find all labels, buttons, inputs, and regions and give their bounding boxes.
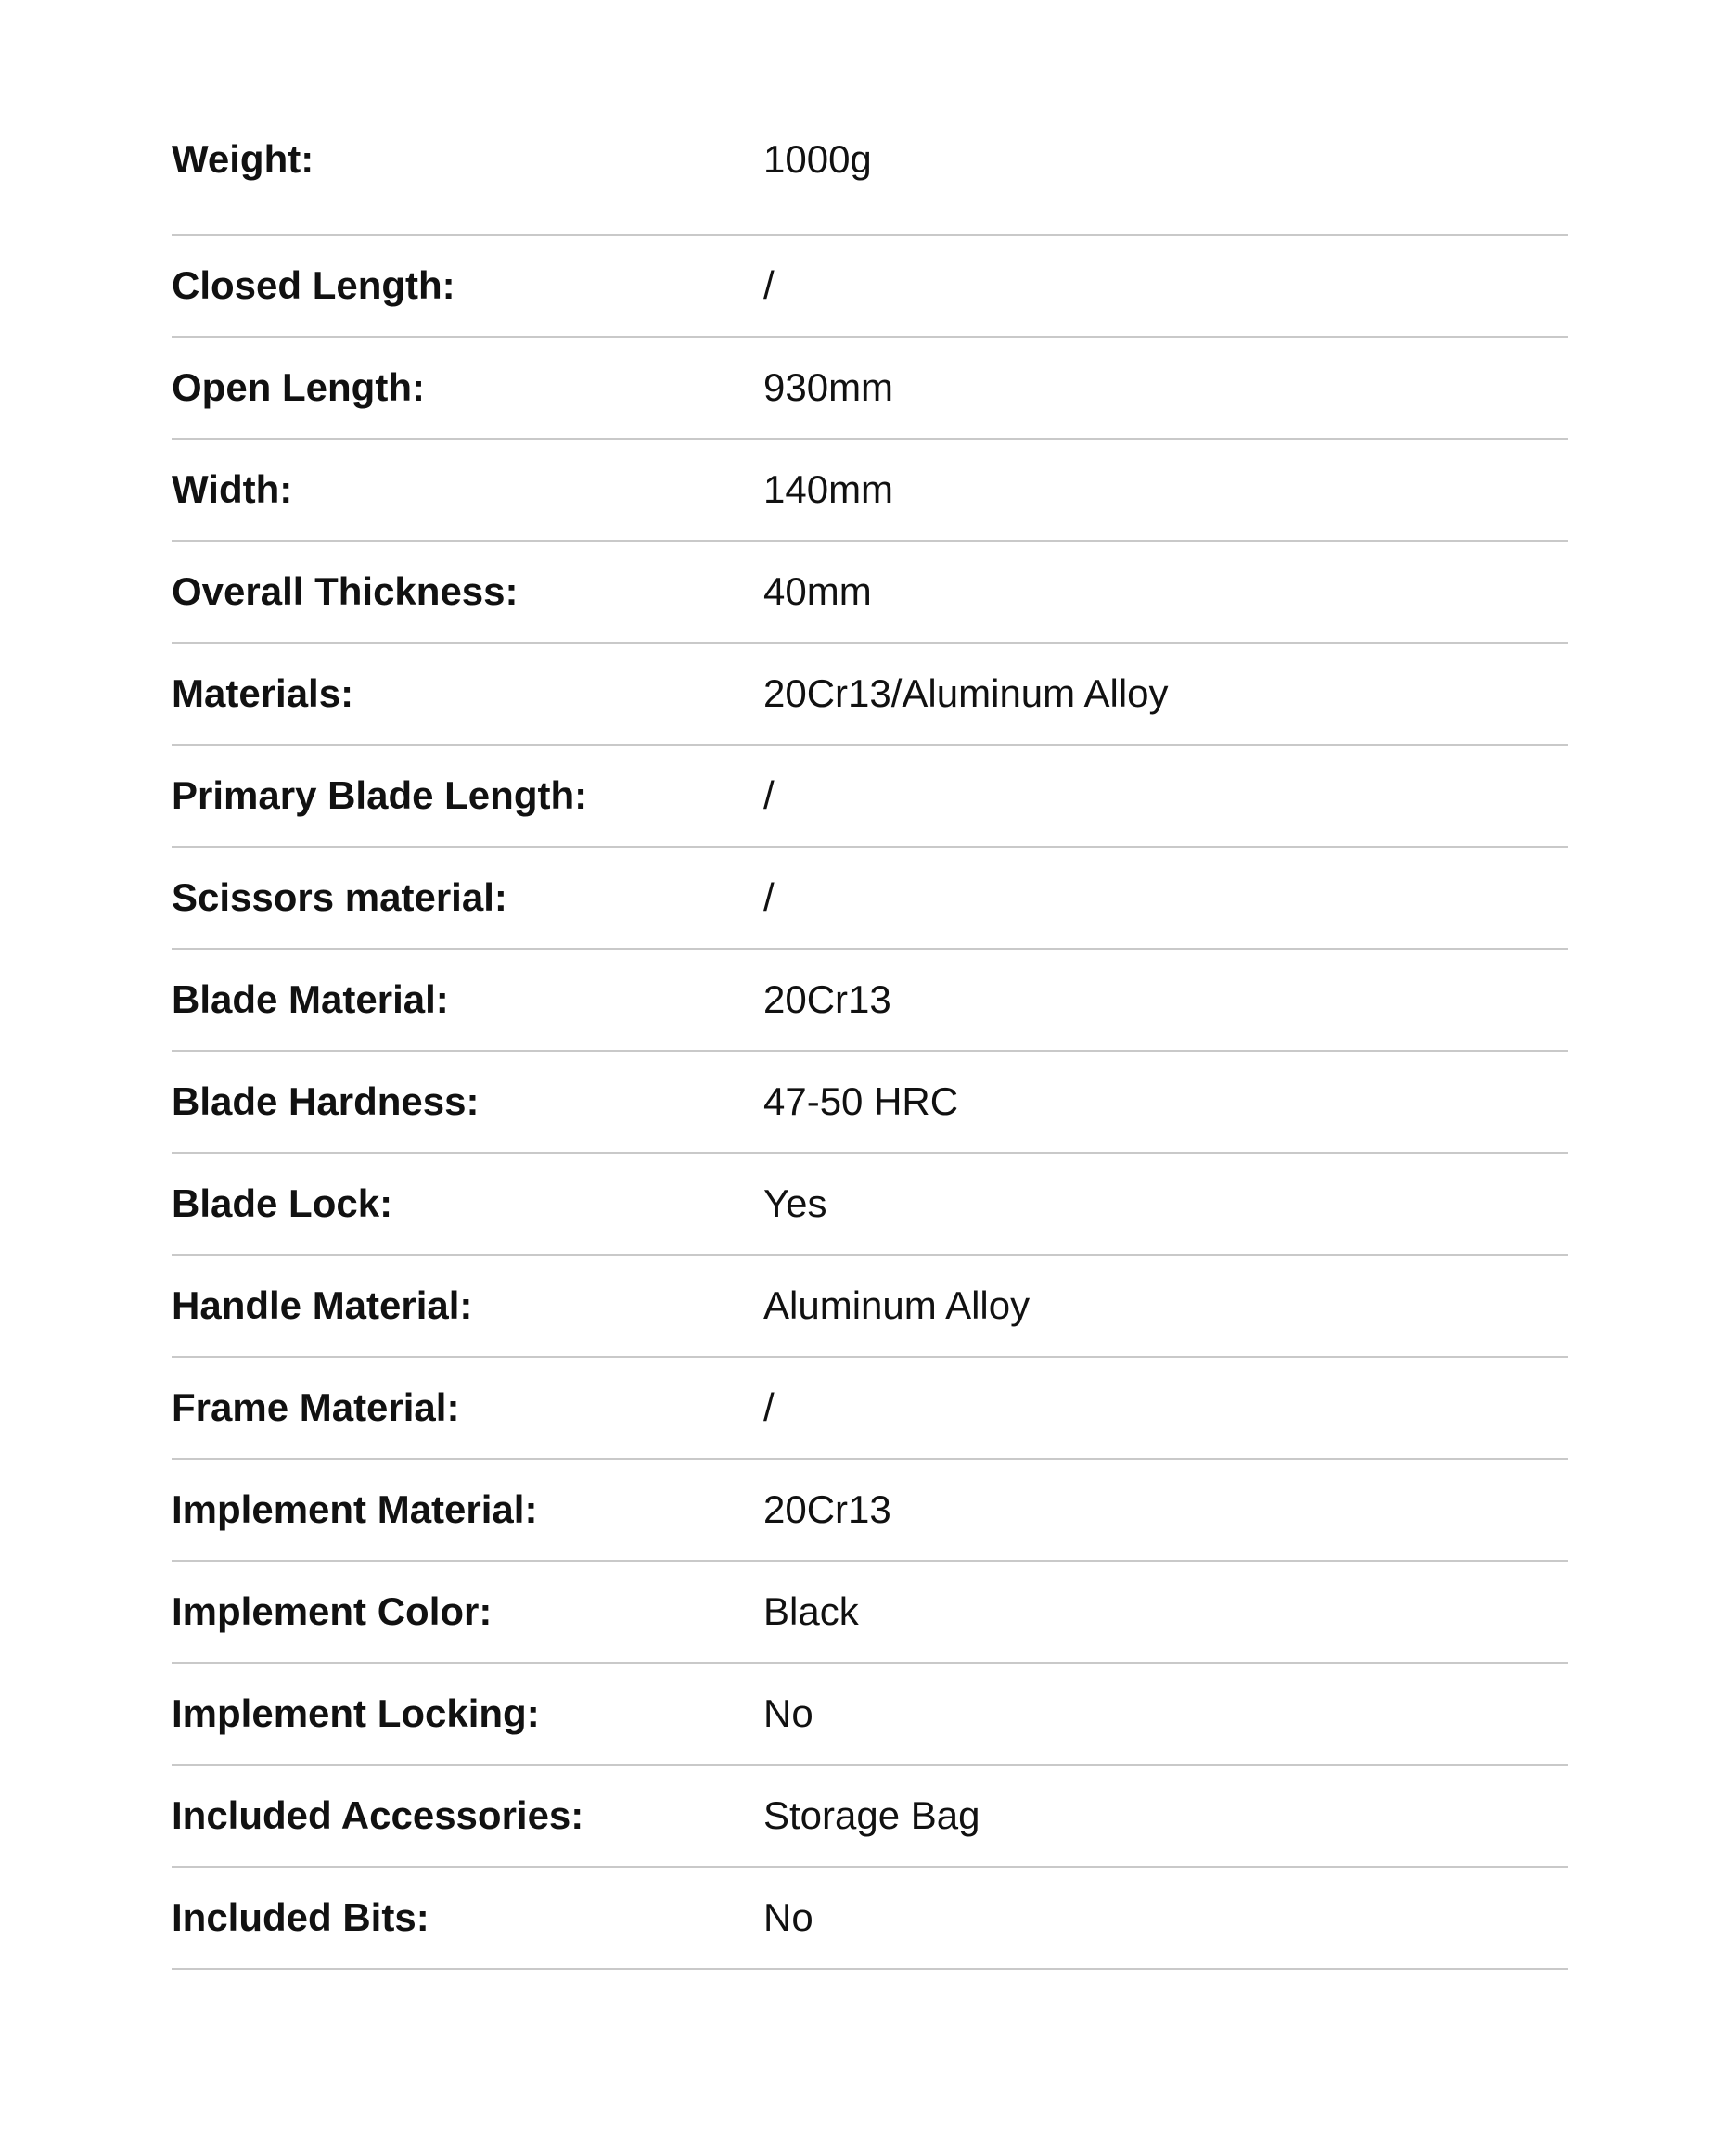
spec-label: Materials: — [172, 671, 354, 715]
spec-label: Open Length: — [172, 365, 425, 409]
spec-label: Weight: — [172, 137, 314, 181]
spec-label: Width: — [172, 467, 293, 511]
spec-row-implement-material — [172, 1460, 1568, 1562]
spec-label: Handle Material: — [172, 1283, 473, 1327]
spec-row-handle-material — [172, 1256, 1568, 1358]
spec-row-overall-thickness — [172, 542, 1568, 644]
spec-value: 20Cr13 — [763, 1487, 891, 1531]
spec-label: Primary Blade Length: — [172, 773, 588, 817]
spec-value: 20Cr13/Aluminum Alloy — [763, 671, 1169, 715]
spec-value: 40mm — [763, 569, 872, 613]
spec-value: Yes — [763, 1181, 827, 1225]
spec-row-scissors-material — [172, 848, 1568, 950]
spec-label: Closed Length: — [172, 263, 455, 307]
spec-row-blade-lock — [172, 1154, 1568, 1256]
spec-value: Black — [763, 1589, 859, 1633]
spec-value: / — [763, 263, 775, 307]
spec-value: Aluminum Alloy — [763, 1283, 1031, 1327]
spec-value: 20Cr13 — [763, 977, 891, 1021]
spec-value: / — [763, 875, 775, 919]
spec-value: No — [763, 1691, 813, 1735]
spec-label: Overall Thickness: — [172, 569, 519, 613]
spec-value: 47-50 HRC — [763, 1079, 959, 1123]
spec-value: Storage Bag — [763, 1793, 980, 1837]
spec-row-implement-color — [172, 1562, 1568, 1664]
spec-label: Included Bits: — [172, 1895, 429, 1939]
spec-row-included-bits — [172, 1868, 1568, 1970]
spec-row-open-length — [172, 338, 1568, 440]
spec-label: Blade Hardness: — [172, 1079, 480, 1123]
spec-row-blade-hardness — [172, 1052, 1568, 1154]
spec-label: Implement Color: — [172, 1589, 493, 1633]
spec-label: Implement Locking: — [172, 1691, 540, 1735]
spec-row-weight — [172, 85, 1568, 236]
spec-value: 1000g — [763, 137, 872, 181]
spec-label: Frame Material: — [172, 1385, 460, 1429]
spec-row-closed-length — [172, 236, 1568, 338]
spec-label: Blade Lock: — [172, 1181, 393, 1225]
spec-row-implement-locking — [172, 1664, 1568, 1766]
spec-label: Implement Material: — [172, 1487, 538, 1531]
spec-value: / — [763, 773, 775, 817]
spec-row-width — [172, 440, 1568, 542]
spec-table — [172, 85, 1568, 1970]
spec-value: No — [763, 1895, 813, 1939]
spec-value: 140mm — [763, 467, 894, 511]
spec-row-included-accessories — [172, 1766, 1568, 1868]
spec-row-frame-material — [172, 1358, 1568, 1460]
spec-label: Blade Material: — [172, 977, 449, 1021]
spec-value: / — [763, 1385, 775, 1429]
spec-label: Included Accessories: — [172, 1793, 584, 1837]
spec-row-blade-material — [172, 950, 1568, 1052]
spec-row-materials — [172, 644, 1568, 746]
spec-row-primary-blade-length — [172, 746, 1568, 848]
spec-label: Scissors material: — [172, 875, 507, 919]
spec-value: 930mm — [763, 365, 894, 409]
